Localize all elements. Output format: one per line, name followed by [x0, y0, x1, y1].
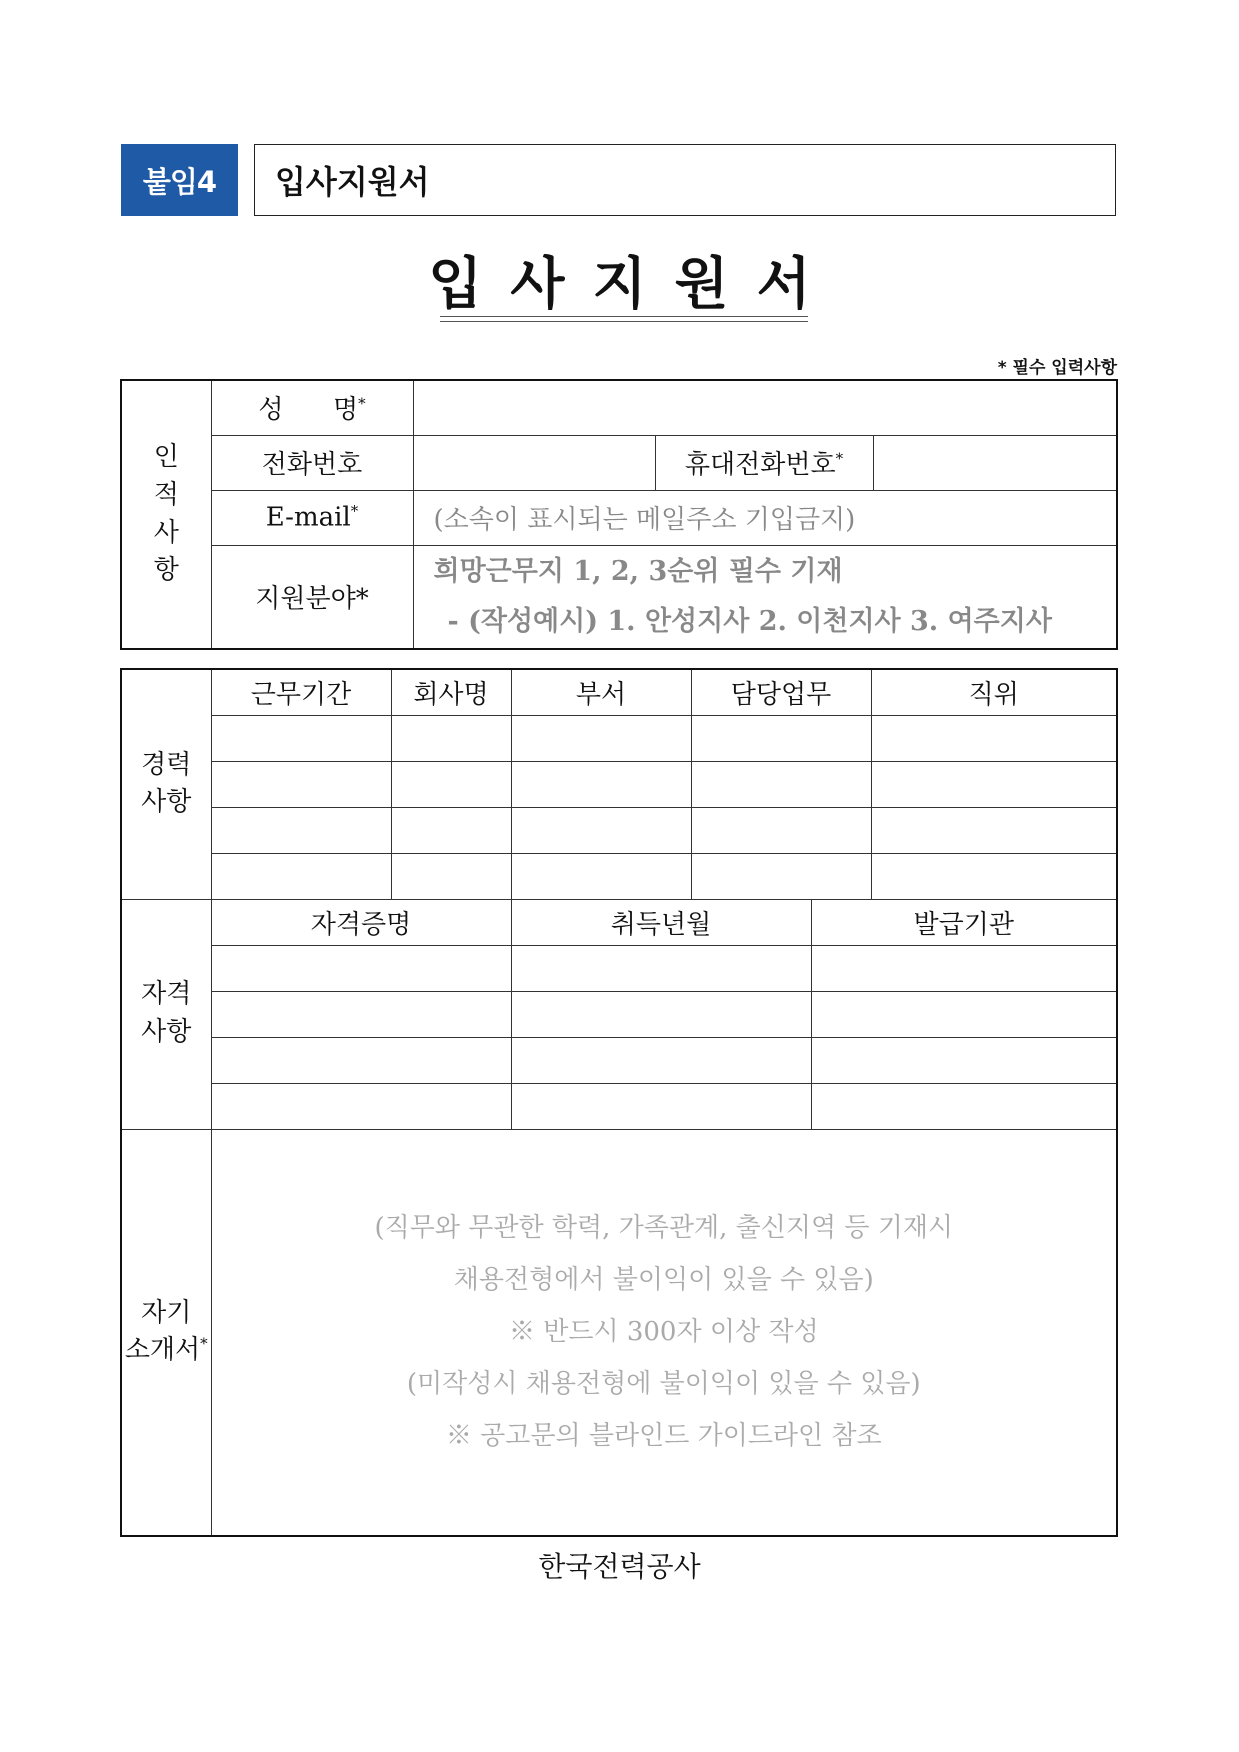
qual-col-issuer [811, 899, 1117, 945]
email-label: E-mail [265, 502, 351, 533]
table-row-cell[interactable] [391, 853, 511, 899]
table-row-cell[interactable] [691, 715, 871, 761]
mobile-label-cell [655, 435, 873, 490]
table-row-cell[interactable] [691, 853, 871, 899]
field-hint-1: 희망근무지 1, 2, 3순위 필수 기재 [433, 555, 843, 587]
personal-info-table [120, 379, 1118, 650]
career-col-label: 근무기간 [250, 679, 352, 710]
table-row-cell[interactable] [511, 991, 811, 1037]
table-row-cell[interactable] [871, 761, 1117, 807]
table-row-cell[interactable] [511, 1037, 811, 1083]
career-col-company [391, 669, 511, 715]
name-label-cell [211, 380, 413, 435]
intro-hint-line: ※ 반드시 300자 이상 작성 [508, 1317, 819, 1348]
required-star: * [350, 502, 359, 521]
name-input-cell[interactable] [413, 380, 1117, 435]
career-qualification-table [120, 668, 1118, 1537]
required-star: * [200, 1334, 208, 1353]
table-row-cell[interactable] [511, 945, 811, 991]
intro-hint-line: ※ 공고문의 블라인드 가이드라인 참조 [445, 1421, 882, 1452]
table-row-cell[interactable] [211, 945, 511, 991]
career-col-position [871, 669, 1117, 715]
personal-section-text: 인 적 사 항 [153, 442, 179, 586]
career-section-text: 경력 사항 [141, 749, 192, 818]
field-label-cell [211, 545, 413, 649]
table-row-cell[interactable] [811, 945, 1117, 991]
career-section-label [121, 669, 211, 899]
table-row-cell[interactable] [811, 1037, 1117, 1083]
table-row-cell[interactable] [511, 1083, 811, 1129]
table-row-cell[interactable] [211, 761, 391, 807]
required-star: * [835, 449, 844, 468]
field-hint-2: - (작성예시) 1. 안성지사 2. 이천지사 3. 여주지사 [447, 605, 1052, 637]
document-title: 입사지원서 [428, 252, 839, 317]
required-note: * 필수 입력사항 [997, 358, 1117, 378]
qual-col-label: 자격증명 [310, 909, 412, 940]
intro-hint-line: 채용전형에서 불이익이 있을 수 있음) [453, 1265, 874, 1296]
table-row-cell[interactable] [211, 807, 391, 853]
intro-section-text: 자기 소개서 [124, 1297, 201, 1366]
qualification-section-label [121, 899, 211, 1129]
table-row-cell[interactable] [211, 853, 391, 899]
mobile-input-cell[interactable] [873, 435, 1117, 490]
required-star: * [358, 394, 366, 413]
table-row-cell[interactable] [511, 853, 691, 899]
email-hint: (소속이 표시되는 메일주소 기입금지) [433, 505, 856, 535]
table-row-cell[interactable] [391, 761, 511, 807]
phone-input-cell[interactable] [413, 435, 655, 490]
career-col-dept [511, 669, 691, 715]
phone-label-cell [211, 435, 413, 490]
table-row-cell[interactable] [511, 807, 691, 853]
career-col-duty [691, 669, 871, 715]
table-row-cell[interactable] [391, 807, 511, 853]
personal-section-label [121, 380, 211, 649]
company-name: 한국전력공사 [538, 1550, 701, 1583]
intro-hint-line: (직무와 무관한 학력, 가족관계, 출신지역 등 기재시 [374, 1213, 954, 1244]
header-title: 입사지원서 [254, 144, 1116, 216]
qual-col-name [211, 899, 511, 945]
table-row-cell[interactable] [871, 807, 1117, 853]
intro-input-cell[interactable] [211, 1129, 1117, 1536]
required-star: * [355, 584, 369, 615]
table-row-cell[interactable] [871, 853, 1117, 899]
attachment-badge: 붙임4 [121, 144, 238, 216]
qual-col-label: 취득년월 [610, 909, 712, 940]
qual-col-date [511, 899, 811, 945]
table-row-cell[interactable] [691, 807, 871, 853]
email-label-cell [211, 490, 413, 545]
table-row-cell[interactable] [211, 1037, 511, 1083]
email-input-cell[interactable] [413, 490, 1117, 545]
career-col-label: 회사명 [413, 679, 489, 710]
field-label: 지원분야 [255, 584, 356, 615]
career-col-label: 직위 [968, 679, 1019, 710]
qualification-section-text: 자격 사항 [141, 979, 192, 1047]
table-row-cell[interactable] [811, 1083, 1117, 1129]
table-row-cell[interactable] [691, 761, 871, 807]
table-row-cell[interactable] [391, 715, 511, 761]
career-col-label: 담당업무 [730, 679, 832, 710]
table-row-cell[interactable] [211, 715, 391, 761]
table-row-cell[interactable] [871, 715, 1117, 761]
table-row-cell[interactable] [211, 991, 511, 1037]
intro-hint-line: (미작성시 채용전형에 불이익이 있을 수 있음) [406, 1369, 921, 1400]
title-underline [440, 316, 808, 322]
table-row-cell[interactable] [511, 715, 691, 761]
table-row-cell[interactable] [211, 1083, 511, 1129]
career-col-period [211, 669, 391, 715]
phone-label: 전화번호 [261, 450, 363, 480]
table-row-cell[interactable] [511, 761, 691, 807]
table-row-cell[interactable] [811, 991, 1117, 1037]
qual-col-label: 발급기관 [913, 909, 1014, 940]
mobile-label: 휴대전화번호 [684, 450, 836, 480]
field-input-cell[interactable] [413, 545, 1117, 649]
name-label: 성 명 [258, 395, 359, 426]
intro-section-label [121, 1129, 211, 1536]
career-col-label: 부서 [575, 679, 627, 710]
